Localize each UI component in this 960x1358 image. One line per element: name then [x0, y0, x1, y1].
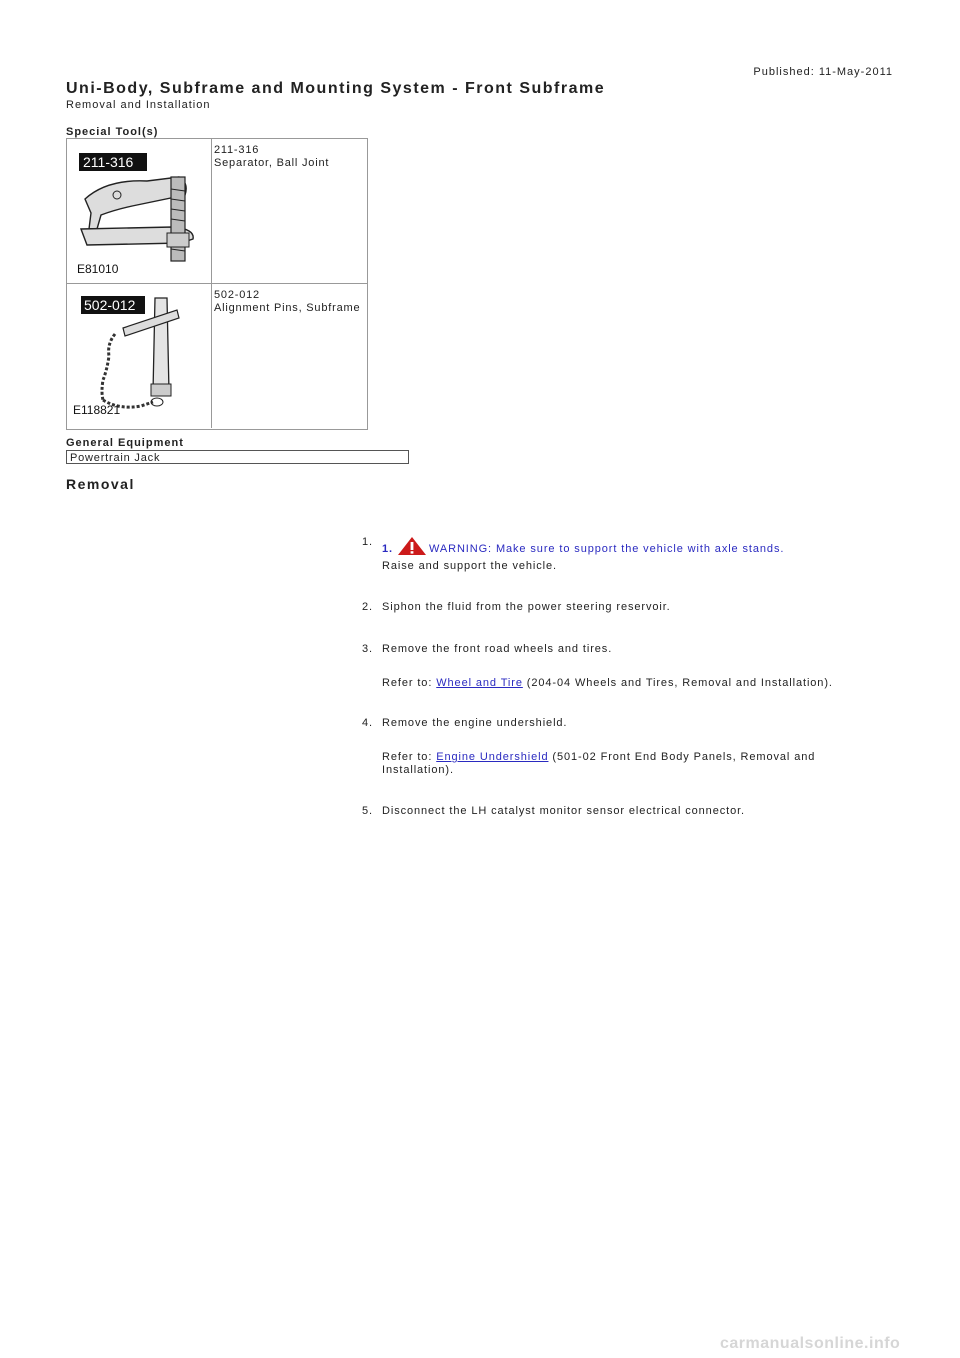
step-4-reference: [382, 751, 832, 777]
special-tools-table: [66, 138, 368, 430]
step-1-text: Raise and support the vehicle.: [382, 560, 557, 572]
tool-image-tag: 502-012: [84, 297, 136, 313]
tool-image-code: E118821: [73, 403, 121, 417]
page-title: Uni-Body, Subframe and Mounting System - Front Subframe: [66, 80, 606, 97]
special-tools-label: Special Tool(s): [66, 126, 159, 138]
tool-image-code: E81010: [77, 262, 119, 276]
tool-description: [214, 289, 360, 315]
step-text: Remove the front road wheels and tires.: [382, 643, 613, 655]
wheel-and-tire-link[interactable]: Wheel and Tire: [436, 677, 523, 689]
warning-line: [382, 536, 852, 560]
tool-number: 211-316: [214, 144, 260, 156]
step-number: 3.: [362, 643, 373, 655]
reference-suffix: (204-04 Wheels and Tires, Removal and Installation).: [522, 677, 833, 689]
site-watermark: carmanualsonline.info: [720, 1335, 901, 1352]
reference-prefix: Refer to:: [382, 751, 437, 763]
tool-name: Alignment Pins, Subframe: [214, 302, 361, 314]
general-equipment-item: Powertrain Jack: [66, 450, 409, 464]
step-text: Disconnect the LH catalyst monitor sensor electrical connector.: [382, 805, 746, 817]
reference-suffix: (501-02 Front End Body Panels, Removal and Installation).: [382, 751, 816, 776]
step-text: Siphon the fluid from the power steering reservoir.: [382, 601, 671, 613]
tool-name: Separator, Ball Joint: [214, 157, 330, 169]
step-number: 5.: [362, 805, 373, 817]
reference-prefix: Refer to:: [382, 677, 437, 689]
step-number: 2.: [362, 601, 373, 613]
ball-joint-separator-illustration: [67, 139, 212, 283]
tool-number: 502-012: [214, 289, 260, 301]
step-text: Remove the engine undershield.: [382, 717, 568, 729]
tool-description: [214, 144, 329, 170]
removal-heading: Removal: [66, 476, 135, 492]
published-date: Published: 11-May-2011: [753, 66, 893, 78]
tool-image-tag: 211-316: [83, 154, 134, 170]
engine-undershield-link[interactable]: Engine Undershield: [436, 751, 549, 763]
page-subtitle: Removal and Installation: [66, 99, 211, 111]
tool-row: [67, 284, 367, 428]
step-number: 4.: [362, 717, 373, 729]
warning-text: WARNING: Make sure to support the vehicle with axle stands.: [428, 543, 785, 555]
alignment-pins-illustration: [67, 284, 212, 428]
warning-number: 1.: [382, 543, 393, 555]
tool-row: [67, 139, 367, 284]
step-number: 1.: [362, 536, 373, 548]
step-3-reference: [382, 677, 862, 690]
warning-icon: [397, 536, 427, 560]
general-equipment-label: General Equipment: [66, 437, 184, 449]
